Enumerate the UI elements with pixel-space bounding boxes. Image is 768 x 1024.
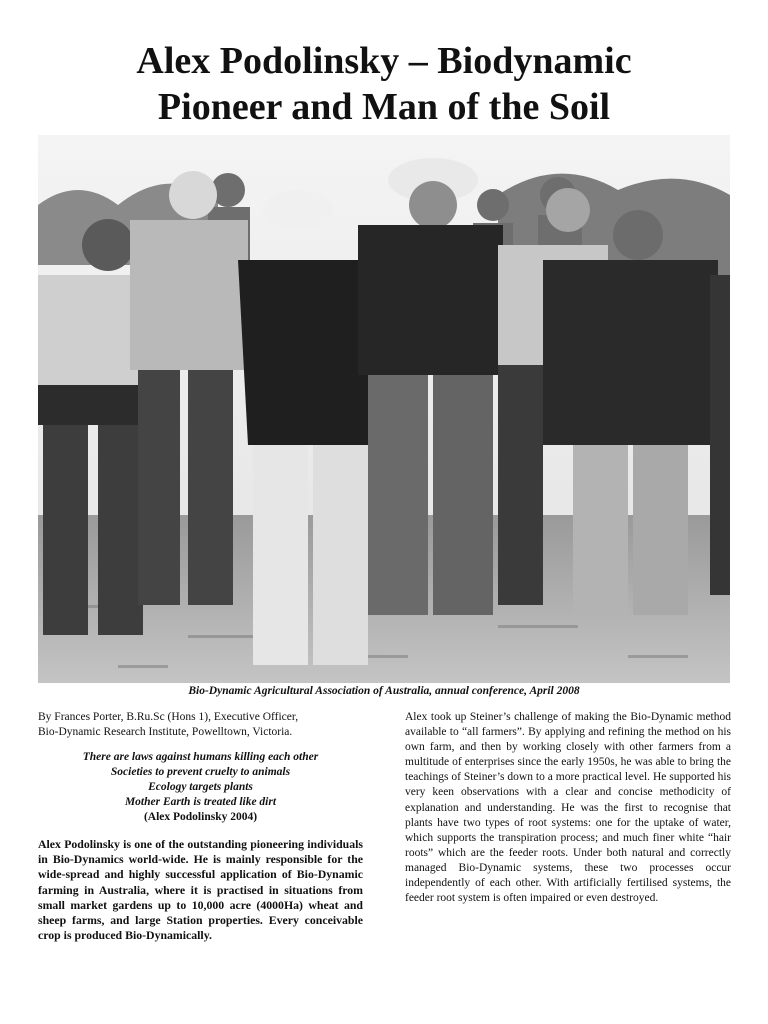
quote-line-4: Mother Earth is treated like dirt: [124, 796, 277, 808]
lead-paragraph: Alex Podolinsky is one of the outstanding pioneering individuals in Bio-Dynamics world-wide. He is mainly responsible for the wide-spread and highly successful application of Bio-Dynamic farming in Australia, where it is practised in situations from small market gardens up to 10,000 acre (4000Ha) wheat and sheep farms, and large Station properties. Every conceivable crop is produced Bio-Dynamically.: [38, 837, 363, 943]
quote-line-1: There are laws against humans killing each other: [82, 751, 319, 763]
epigraph-quote: [38, 750, 363, 825]
byline-line-2: Bio-Dynamic Research Institute, Powelltown, Victoria.: [38, 726, 293, 738]
byline-line-1: By Frances Porter, B.Ru.Sc (Hons 1), Executive Officer,: [38, 711, 299, 723]
quote-line-2: Societies to prevent cruelty to animals: [110, 766, 291, 778]
title-line-1: Alex Podolinsky – Biodynamic: [136, 40, 632, 82]
right-column: [405, 710, 731, 906]
photo-caption: Bio-Dynamic Agricultural Association of Australia, annual conference, April 2008: [188, 685, 580, 697]
quote-attribution: (Alex Podolinsky 2004): [143, 811, 258, 823]
title-line-2: Pioneer and Man of the Soil: [157, 86, 611, 128]
quote-line-3: Ecology targets plants: [148, 781, 253, 793]
body-paragraph: Alex took up Steiner’s challenge of making the Bio-Dynamic method available to “all farmers”. By applying and refining the method on his own farm, and then by working closely with other farmers from a multitude of enterprises since the early 1950s, he was able to bring the teachings of Steiner’s down to a more practical level. He supported his very keen observations with a clear and concise methodicity of explanation and understanding. He was the first to recognise that plants have two types of root systems: one for the uptake of water, which supports the transpiration process; and much finer white “hair roots” which are the feeder roots. Under both natural and correctly managed Bio-Dynamic systems, these two processes occur independently of each other. With artificially fertilised systems, the feeder root system is often impaired or even destroyed.: [405, 711, 731, 905]
conference-photo: [38, 135, 730, 683]
left-column: [38, 710, 363, 943]
article-title: [0, 38, 768, 130]
